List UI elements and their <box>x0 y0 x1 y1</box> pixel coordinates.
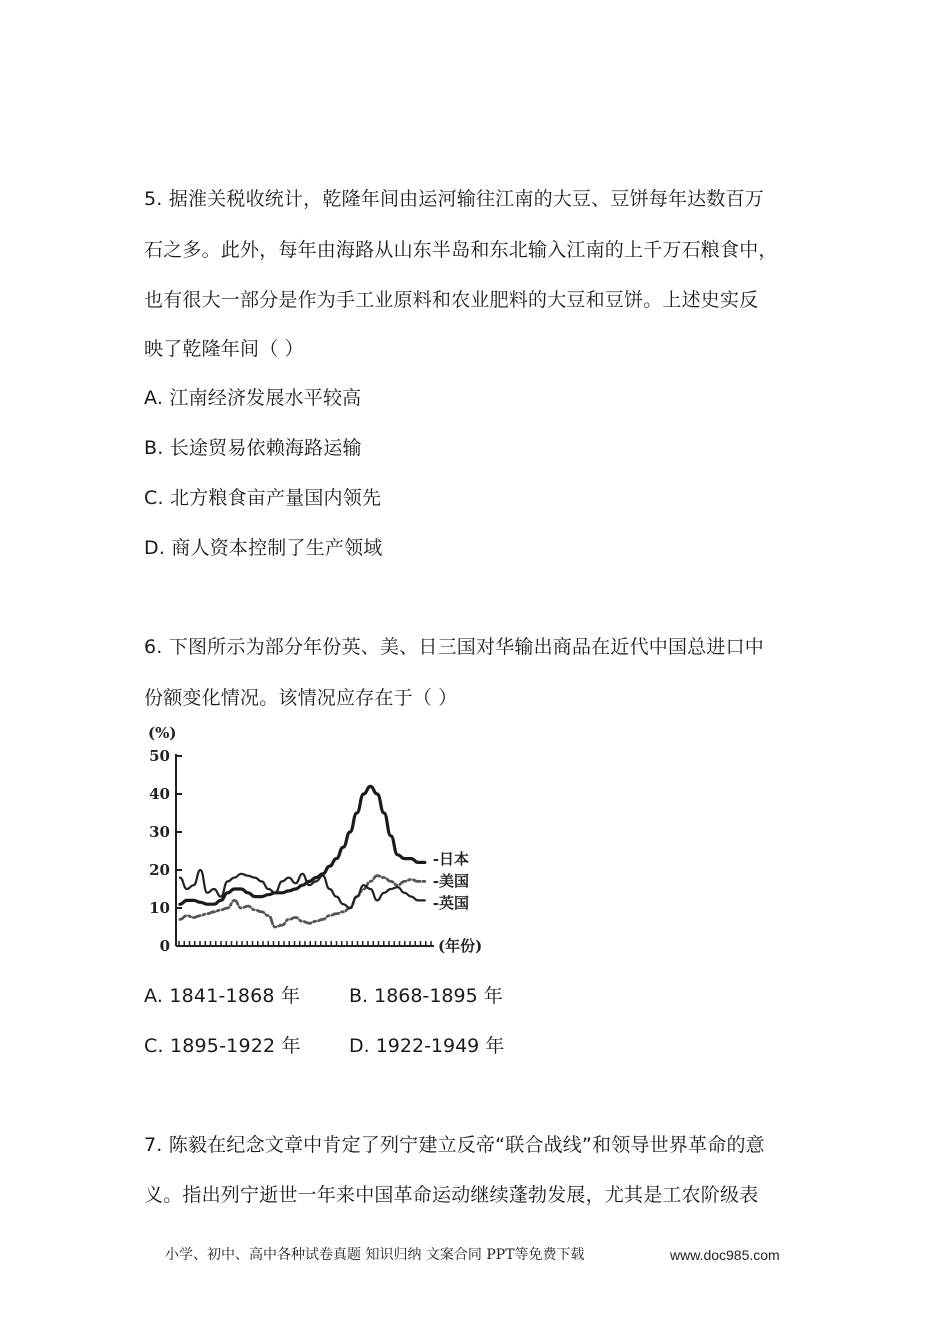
share-line-chart <box>138 718 488 968</box>
y-tick-label: 50 <box>149 747 170 765</box>
question-5-line-2: 石之多。此外，每年由海路从山东半岛和东北输入江南的上千万石粮食中， <box>144 239 778 261</box>
question-7-line-1: 7. 陈毅在纪念文章中肯定了列宁建立反帝“联合战线”和领导世界革命的意 <box>144 1134 765 1156</box>
y-tick-label: 40 <box>149 785 170 803</box>
y-tick-label: 10 <box>149 899 170 917</box>
question-5-option-a: A. 江南经济发展水平较高 <box>144 387 362 409</box>
question-5-line-3: 也有很大一部分是作为手工业原料和农业肥料的大豆和豆饼。上述史实反 <box>144 289 759 311</box>
question-6-line-1: 6. 下图所示为部分年份英、美、日三国对华输出商品在近代中国总进口中 <box>144 636 764 658</box>
series-line-japan <box>180 786 425 904</box>
legend-label-britain: -英国 <box>432 894 470 912</box>
footer-website-link[interactable]: www.doc985.com <box>670 1247 780 1263</box>
question-6-option-c: C. 1895-1922 年 <box>144 1035 301 1057</box>
question-6-line-2: 份额变化情况。该情况应存在于（ ） <box>144 687 458 709</box>
legend-label-usa: -美国 <box>432 872 470 890</box>
y-tick-label: 20 <box>149 861 170 879</box>
y-tick-label: 0 <box>159 937 170 955</box>
question-5-option-d: D. 商人资本控制了生产领域 <box>144 537 383 559</box>
question-5-line-4: 映了乾隆年间（ ） <box>144 338 304 360</box>
question-6-option-a: A. 1841-1868 年 <box>144 985 301 1007</box>
question-6-option-d: D. 1922-1949 年 <box>349 1035 505 1057</box>
question-6-option-b: B. 1868-1895 年 <box>349 985 503 1007</box>
question-5-option-c: C. 北方粮食亩产量国内领先 <box>144 487 382 509</box>
y-axis-label: (%) <box>148 724 177 742</box>
y-tick-label: 30 <box>149 823 170 841</box>
footer-promo-text: 小学、初中、高中各种试卷真题 知识归纳 文案合同 PPT等免费下载 <box>165 1247 585 1263</box>
x-axis-label: (年份) <box>438 937 483 955</box>
legend-label-japan: -日本 <box>432 850 470 868</box>
question-7-line-2: 义。指出列宁逝世一年来中国革命运动继续蓬勃发展，尤其是工农阶级表 <box>144 1184 759 1206</box>
question-5-option-b: B. 长途贸易依赖海路运输 <box>144 437 362 459</box>
question-5-line-1: 5. 据淮关税收统计，乾隆年间由运河输往江南的大豆、豆饼每年达数百万 <box>144 188 764 210</box>
